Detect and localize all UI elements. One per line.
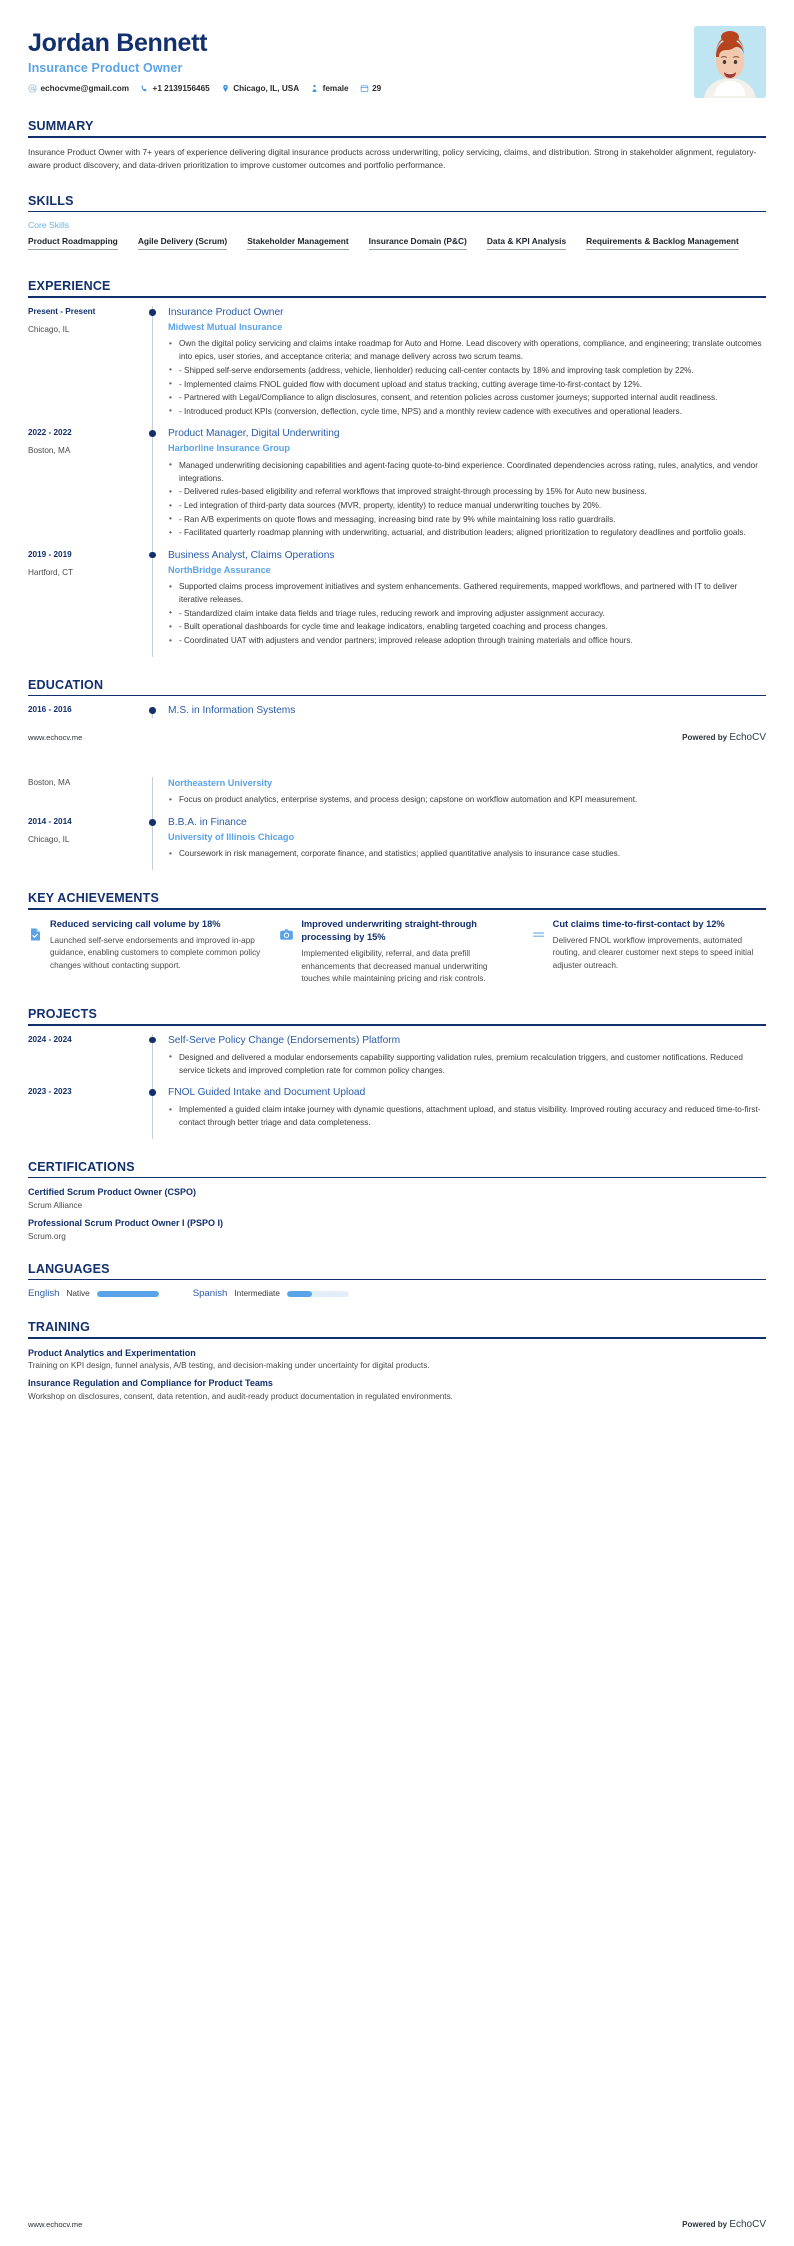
education-entry — [28, 704, 766, 718]
language-proficiency-bar — [287, 1291, 349, 1297]
bullet-item: • - Built operational dashboards for cycle time and leakage indicators, enabling targeted coaching and process changes. — [168, 620, 766, 633]
training-name: Insurance Regulation and Compliance for Product Teams — [28, 1378, 273, 1389]
divider — [28, 1177, 766, 1179]
bullet-item: • Own the digital policy servicing and claims intake roadmap for Auto and Home. Lead discovery with operations, compliance, and engineering; translate outcomes into epics, user stories, and acceptance criteria; and manage delivery across two scrum teams. — [168, 337, 766, 363]
language-name: Spanish — [192, 1288, 228, 1300]
skill-item: Data & KPI Analysis — [487, 236, 566, 250]
entry-content — [160, 549, 766, 657]
skills-list — [28, 236, 766, 258]
calendar-icon — [360, 84, 369, 93]
location-pin-icon — [221, 84, 230, 93]
certification-name: Certified Scrum Product Owner (CSPO) — [28, 1187, 197, 1198]
entry-meta — [28, 816, 146, 870]
entry-bullets — [168, 1103, 766, 1129]
entry-organization: Northeastern University — [168, 778, 273, 789]
contact-phone[interactable] — [140, 84, 210, 93]
entry-content — [160, 704, 766, 718]
section-projects — [0, 1007, 794, 1139]
skill-item: Insurance Domain (P&C) — [369, 236, 467, 250]
certification-item — [28, 1217, 766, 1241]
entry-content — [160, 816, 766, 870]
page-footer — [0, 2219, 794, 2230]
divider — [28, 695, 766, 697]
bullet-item: • Implemented a guided claim intake journey with dynamic questions, attachment upload, and status visibility. Improved routing accuracy and reduced time-to-first-contact through better triage and data completeness. — [168, 1103, 766, 1129]
certification-item — [28, 1186, 766, 1210]
footer-brand — [682, 732, 766, 743]
job-role-subtitle: Insurance Product Owner — [28, 60, 183, 75]
language-name: English — [28, 1288, 60, 1300]
entry-title: B.B.A. in Finance — [168, 817, 247, 829]
timeline-rail — [146, 1034, 160, 1087]
timeline-rail — [146, 427, 160, 548]
timeline-dot-icon — [149, 707, 156, 714]
skill-item: Product Roadmapping — [28, 236, 118, 250]
entry-content — [160, 1086, 766, 1139]
divider — [28, 1337, 766, 1339]
section-training — [0, 1320, 794, 1401]
entry-location: Chicago, IL — [28, 325, 70, 334]
project-entry — [28, 1034, 766, 1087]
contact-email[interactable] — [28, 84, 129, 93]
achievement-title: Cut claims time-to-first-contact by 12% — [552, 918, 725, 929]
entry-dates: Present - Present — [28, 307, 96, 316]
entry-meta — [28, 1086, 146, 1139]
entry-dates: 2022 - 2022 — [28, 428, 72, 438]
entry-title: M.S. in Information Systems — [168, 705, 296, 717]
header-identity — [28, 26, 381, 93]
experience-entry — [28, 306, 766, 427]
achievement-description: Implemented eligibility, referral, and data prefill enhancements that decreased manual underwriting touches while maintaining pricing and risk controls. — [301, 948, 488, 984]
achievements-grid — [28, 918, 766, 987]
timeline-rail — [146, 549, 160, 657]
entry-meta — [28, 1034, 146, 1087]
section-summary — [0, 119, 794, 173]
skills-heading: SKILLS — [28, 193, 74, 208]
bullet-item: • - Shipped self-serve endorsements (address, vehicle, lienholder) reducing call-center contacts by 18% and improving task completion by 22%. — [168, 364, 766, 377]
training-item — [28, 1377, 766, 1401]
certification-organization: Scrum.org — [28, 1231, 66, 1241]
entry-bullets — [168, 793, 766, 806]
contact-age — [360, 84, 382, 93]
bullet-item: • Supported claims process improvement initiatives and system enhancements. Gathered requirements, mapped workflows, and partnered with IT to deliver iterative releases. — [168, 580, 766, 606]
footer-url[interactable]: www.echocv.me — [28, 733, 83, 743]
achievement-description: Delivered FNOL workflow improvements, automated routing, and clearer customer next steps to speed initial adjuster outreach. — [552, 935, 754, 971]
footer-brand-name: EchoCV — [729, 2219, 766, 2230]
entry-organization: Harborline Insurance Group — [168, 443, 291, 454]
entry-bullets — [168, 580, 766, 647]
section-key-achievements — [0, 891, 794, 986]
page-footer — [0, 732, 794, 743]
entry-bullets — [168, 847, 766, 860]
language-item — [28, 1288, 159, 1299]
bullet-item: • - Introduced product KPIs (conversion, deflection, cycle time, NPS) and a monthly review cadence with executives and operational leaders. — [168, 405, 766, 418]
education-entry — [28, 816, 766, 870]
achievement-title: Improved underwriting straight-through processing by 15% — [301, 918, 477, 942]
entry-meta — [28, 549, 146, 657]
contact-location-text: Chicago, IL, USA — [233, 83, 300, 93]
language-proficiency-bar — [97, 1291, 159, 1297]
contact-phone-text: +1 2139156465 — [152, 83, 210, 93]
entry-location: Boston, MA — [28, 446, 71, 456]
bullet-item: • - Led integration of third-party data sources (MVR, property, identity) to reduce manual underwriting touches by 20%. — [168, 499, 766, 512]
document-check-icon — [28, 927, 43, 942]
contact-location — [221, 84, 299, 93]
achievement-text — [301, 918, 514, 987]
divider — [28, 1279, 766, 1281]
entry-bullets — [168, 337, 766, 418]
languages-heading: LANGUAGES — [28, 1261, 110, 1276]
experience-entry — [28, 427, 766, 548]
language-item — [193, 1288, 349, 1299]
entry-title: Business Analyst, Claims Operations — [168, 549, 335, 561]
entry-bullets — [168, 1051, 766, 1077]
achievement-description: Launched self-serve endorsements and improved in-app guidance, enabling customers to complete common policy changes without contacting support. — [50, 935, 261, 971]
entry-location: Chicago, IL — [28, 835, 70, 845]
achievements-heading: KEY ACHIEVEMENTS — [28, 890, 160, 905]
footer-brand — [682, 2219, 766, 2230]
certifications-heading: CERTIFICATIONS — [28, 1159, 135, 1174]
bullet-item: • - Implemented claims FNOL guided flow with document upload and status tracking, cutting average time-to-first-contact by 12%. — [168, 378, 766, 391]
training-heading: TRAINING — [28, 1320, 91, 1335]
entry-dates: 2014 - 2014 — [28, 817, 72, 827]
section-skills — [0, 194, 794, 259]
entry-dates: 2016 - 2016 — [28, 705, 72, 715]
divider — [28, 296, 766, 298]
camera-icon — [279, 927, 294, 942]
section-education-continued — [0, 777, 794, 870]
bullet-item: • Designed and delivered a modular endorsements capability supporting validation rules, premium recalculation triggers, and customer notifications. Reduced service tickets and improved completion rate for common policy changes. — [168, 1051, 766, 1077]
contact-gender-text: female — [322, 83, 349, 93]
languages-list — [28, 1288, 766, 1299]
experience-heading: EXPERIENCE — [28, 279, 111, 294]
entry-content — [160, 306, 766, 427]
entry-content — [160, 1034, 766, 1087]
avatar — [694, 26, 766, 98]
entry-title: Insurance Product Owner — [168, 307, 284, 318]
entry-meta — [28, 777, 146, 816]
training-description: Workshop on disclosures, consent, data retention, and audit-ready product documentation in regulated environments. — [28, 1392, 453, 1402]
bullet-item: • Focus on product analytics, enterprise systems, and process design; capstone on workflow automation and KPI measurement. — [168, 793, 766, 806]
timeline-dot-icon — [149, 1089, 156, 1096]
section-experience — [0, 279, 794, 656]
skill-item: Stakeholder Management — [247, 236, 348, 250]
achievement-card — [279, 918, 514, 987]
entry-title: Product Manager, Digital Underwriting — [168, 428, 340, 440]
timeline-dot-icon — [149, 430, 156, 437]
timeline-dot-icon — [149, 1037, 156, 1044]
achievement-card — [531, 918, 766, 987]
entry-organization: University of Illinois Chicago — [168, 831, 295, 842]
divider — [28, 908, 766, 910]
entry-title: Self-Serve Policy Change (Endorsements) Platform — [168, 1034, 401, 1046]
entry-bullets — [168, 459, 766, 540]
bullet-item: • - Facilitated quarterly roadmap planning with underwriting, actuarial, and distribution leaders; aligned prioritization to regulatory deadlines and portfolio goals. — [168, 526, 766, 539]
footer-powered-label: Powered by — [682, 2220, 728, 2229]
certification-organization: Scrum Alliance — [28, 1201, 83, 1211]
bullet-item: • - Standardized claim intake data fields and triage rules, reducing rework and improving adjuster assignment accuracy. — [168, 607, 766, 620]
email-icon — [28, 84, 37, 93]
entry-dates: 2023 - 2023 — [28, 1087, 72, 1097]
timeline-dot-icon — [149, 309, 156, 316]
bullet-item: • Managed underwriting decisioning capabilities and agent-facing quote-to-bind experience. Coordinated dependencies across rating, rules, analytics, and vendor integrations. — [168, 459, 766, 485]
training-name: Product Analytics and Experimentation — [28, 1347, 196, 1358]
person-icon — [310, 84, 319, 93]
contact-gender — [310, 84, 348, 93]
entry-dates: 2019 - 2019 — [28, 549, 72, 559]
skill-item: Requirements & Backlog Management — [586, 236, 739, 250]
phone-icon — [140, 84, 149, 93]
summary-text: Insurance Product Owner with 7+ years of experience delivering digital insurance products across underwriting, policy servicing, claims, and distribution. Strong in stakeholder alignment, regulatory-aware product discovery, and data-driven prioritization to improve customer outcomes and portfolio performance. — [28, 146, 757, 171]
timeline-rail — [146, 816, 160, 870]
contact-list — [28, 84, 381, 93]
bullet-item: • - Delivered rules-based eligibility and referral workflows that improved straight-through processing by 15% for Auto new business. — [168, 485, 766, 498]
entry-meta — [28, 704, 146, 718]
summary-heading: SUMMARY — [28, 119, 94, 133]
training-description: Training on KPI design, funnel analysis, A/B testing, and decision-making under uncertainty for digital products. — [28, 1361, 430, 1371]
entry-dates: 2024 - 2024 — [28, 1034, 72, 1044]
entry-meta — [28, 306, 146, 427]
entry-title: FNOL Guided Intake and Document Upload — [168, 1087, 366, 1099]
project-entry — [28, 1086, 766, 1139]
entry-meta — [28, 427, 146, 548]
footer-url[interactable]: www.echocv.me — [28, 2220, 83, 2229]
entry-organization: Midwest Mutual Insurance — [168, 321, 283, 332]
footer-brand-name: EchoCV — [729, 732, 766, 744]
bullet-item: • - Partnered with Legal/Compliance to align disclosures, consent, and retention policies across customer journeys; supported internal audit readiness. — [168, 391, 766, 404]
achievement-title: Reduced servicing call volume by 18% — [50, 918, 221, 929]
education-heading: EDUCATION — [28, 677, 104, 692]
skill-item: Agile Delivery (Scrum) — [138, 236, 227, 250]
entry-organization: NorthBridge Assurance — [168, 564, 271, 575]
skills-group-label: Core Skills — [28, 220, 70, 231]
achievement-text — [50, 918, 263, 974]
page-title: Jordan Bennett — [28, 29, 208, 57]
timeline-rail — [146, 1086, 160, 1139]
timeline-rail — [146, 306, 160, 427]
timeline-dot-icon — [149, 819, 156, 826]
certification-name: Professional Scrum Product Owner I (PSPO I) — [28, 1218, 224, 1229]
timeline-rail — [146, 777, 160, 816]
education-entry — [28, 777, 766, 816]
bullet-item: • Coursework in risk management, corporate finance, and statistics; applied quantitative analysis to insurance case studies. — [168, 847, 766, 860]
entry-location: Boston, MA — [28, 778, 71, 788]
language-level: Native — [66, 1289, 90, 1299]
resume-header — [0, 0, 794, 98]
section-certifications — [0, 1160, 794, 1241]
timeline-rail — [146, 704, 160, 718]
bullet-item: • - Ran A/B experiments on quote flows and messaging, increasing bind rate by 9% while maintaining loss ratio guardrails. — [168, 513, 766, 526]
experience-entry — [28, 549, 766, 657]
contact-email-text: echocvme@gmail.com — [40, 83, 130, 93]
language-level: Intermediate — [234, 1289, 280, 1299]
divider — [28, 1024, 766, 1026]
bullet-item: • - Coordinated UAT with adjusters and vendor partners; improved release adoption through training materials and office hours. — [168, 634, 766, 647]
projects-heading: PROJECTS — [28, 1007, 97, 1022]
entry-location: Hartford, CT — [28, 567, 74, 577]
timeline-dot-icon — [149, 552, 156, 559]
entry-content — [160, 777, 766, 816]
contact-age-text: 29 — [372, 83, 382, 93]
entry-content — [160, 427, 766, 548]
footer-powered-label: Powered by — [682, 733, 728, 743]
divider — [28, 136, 766, 138]
training-item — [28, 1347, 766, 1371]
divider — [28, 211, 766, 213]
equals-lines-icon — [531, 927, 546, 942]
section-languages — [0, 1262, 794, 1300]
achievement-card — [28, 918, 263, 987]
section-education — [0, 678, 794, 718]
achievement-text — [553, 918, 766, 974]
